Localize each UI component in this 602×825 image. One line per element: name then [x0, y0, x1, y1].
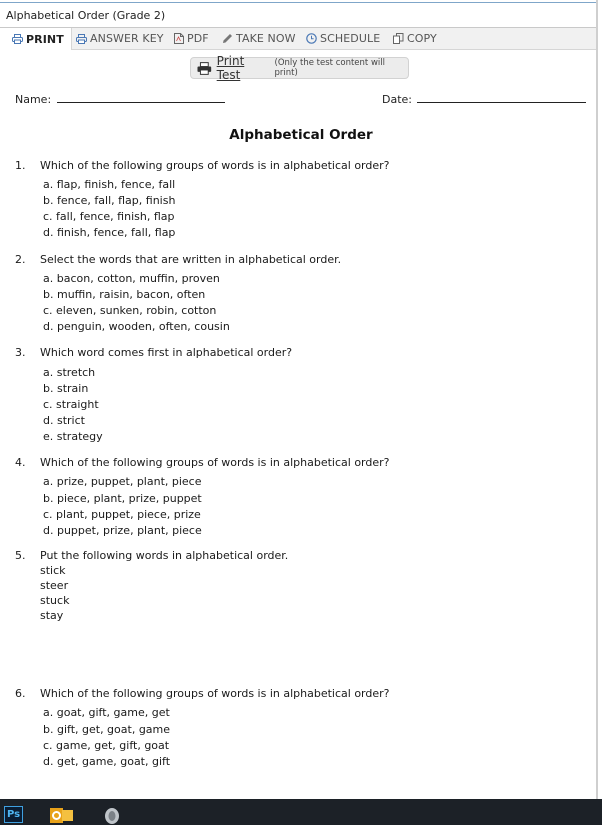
take-now-button[interactable] — [222, 28, 296, 49]
answer-option: d. finish, fence, fall, flap — [43, 226, 176, 239]
print-test-label: Print Test — [216, 54, 245, 82]
question-text: Select the words that are written in alphabetical order. — [40, 253, 342, 266]
copy-icon — [393, 33, 404, 44]
pdf-label: PDF — [187, 32, 209, 45]
pdf-icon — [174, 33, 184, 44]
answer-option: d. get, game, goat, gift — [43, 755, 171, 768]
question-text: Which of the following groups of words is in alphabetical order? — [40, 456, 390, 469]
question-number: 3. — [15, 346, 26, 359]
taskbar — [0, 799, 602, 825]
answer-option: b. gift, get, goat, game — [43, 723, 171, 736]
date-line[interactable] — [417, 102, 586, 103]
schedule-label: SCHEDULE — [320, 32, 381, 45]
speaker-icon[interactable] — [103, 806, 121, 825]
test-title: Alphabetical Order — [229, 127, 373, 143]
pencil-icon — [222, 33, 233, 44]
answer-option: c. fall, fence, finish, flap — [43, 210, 175, 223]
word-item: stay — [40, 609, 64, 622]
question-text: Which of the following groups of words is in alphabetical order? — [40, 159, 390, 172]
print-tab-label: PRINT — [26, 32, 64, 46]
answer-option: d. strict — [43, 414, 85, 427]
answer-key-label: ANSWER KEY — [90, 32, 164, 45]
question-number: 1. — [15, 159, 26, 172]
question-text: Put the following words in alphabetical order. — [40, 549, 289, 562]
answer-option: e. strategy — [43, 430, 103, 443]
copy-button[interactable] — [393, 28, 437, 49]
pdf-button[interactable] — [174, 28, 209, 49]
print-test-button[interactable] — [190, 54, 409, 82]
answer-option: d. puppet, prize, plant, piece — [43, 524, 202, 537]
printer-icon — [12, 34, 23, 44]
question-text: Which word comes first in alphabetical order? — [40, 346, 293, 359]
word-item: steer — [40, 579, 69, 592]
answer-option: a. bacon, cotton, muffin, proven — [43, 272, 220, 285]
answer-option: b. muffin, raisin, bacon, often — [43, 288, 206, 301]
toolbar — [0, 28, 596, 50]
answer-option: b. fence, fall, flap, finish — [43, 194, 176, 207]
answer-option: a. prize, puppet, plant, piece — [43, 475, 202, 488]
print-test-note: (Only the test content will print) — [274, 58, 385, 78]
printer-icon — [76, 34, 87, 44]
answer-option: d. penguin, wooden, often, cousin — [43, 320, 230, 333]
answer-option: c. straight — [43, 398, 99, 411]
answer-option: c. game, get, gift, goat — [43, 739, 170, 752]
answer-option: a. flap, finish, fence, fall — [43, 178, 176, 191]
outlook-icon[interactable] — [50, 806, 74, 825]
answer-option: b. strain — [43, 382, 89, 395]
question-number: 2. — [15, 253, 26, 266]
window-top-border — [0, 2, 596, 3]
answer-option: c. eleven, sunken, robin, cotton — [43, 304, 217, 317]
question-text: Which of the following groups of words is in alphabetical order? — [40, 687, 390, 700]
copy-label: COPY — [407, 32, 437, 45]
window-title: Alphabetical Order (Grade 2) — [6, 9, 166, 22]
name-label: Name: — [15, 93, 52, 106]
question-number: 6. — [15, 687, 26, 700]
question-number: 4. — [15, 456, 26, 469]
printer-icon — [197, 62, 212, 75]
date-label: Date: — [382, 93, 412, 106]
schedule-button[interactable] — [306, 28, 380, 49]
answer-option: a. goat, gift, game, get — [43, 706, 170, 719]
word-item: stick — [40, 564, 66, 577]
print-tab[interactable] — [0, 28, 72, 50]
answer-key-button[interactable] — [76, 28, 164, 49]
word-item: stuck — [40, 594, 70, 607]
answer-option: c. plant, puppet, piece, prize — [43, 508, 201, 521]
photoshop-icon[interactable] — [4, 806, 23, 823]
name-line[interactable] — [57, 102, 225, 103]
answer-option: a. stretch — [43, 366, 96, 379]
clock-icon — [306, 33, 317, 44]
take-now-label: TAKE NOW — [236, 32, 296, 45]
answer-option: b. piece, plant, prize, puppet — [43, 492, 202, 505]
photoshop-icon-label: Ps — [6, 809, 21, 820]
question-number: 5. — [15, 549, 26, 562]
